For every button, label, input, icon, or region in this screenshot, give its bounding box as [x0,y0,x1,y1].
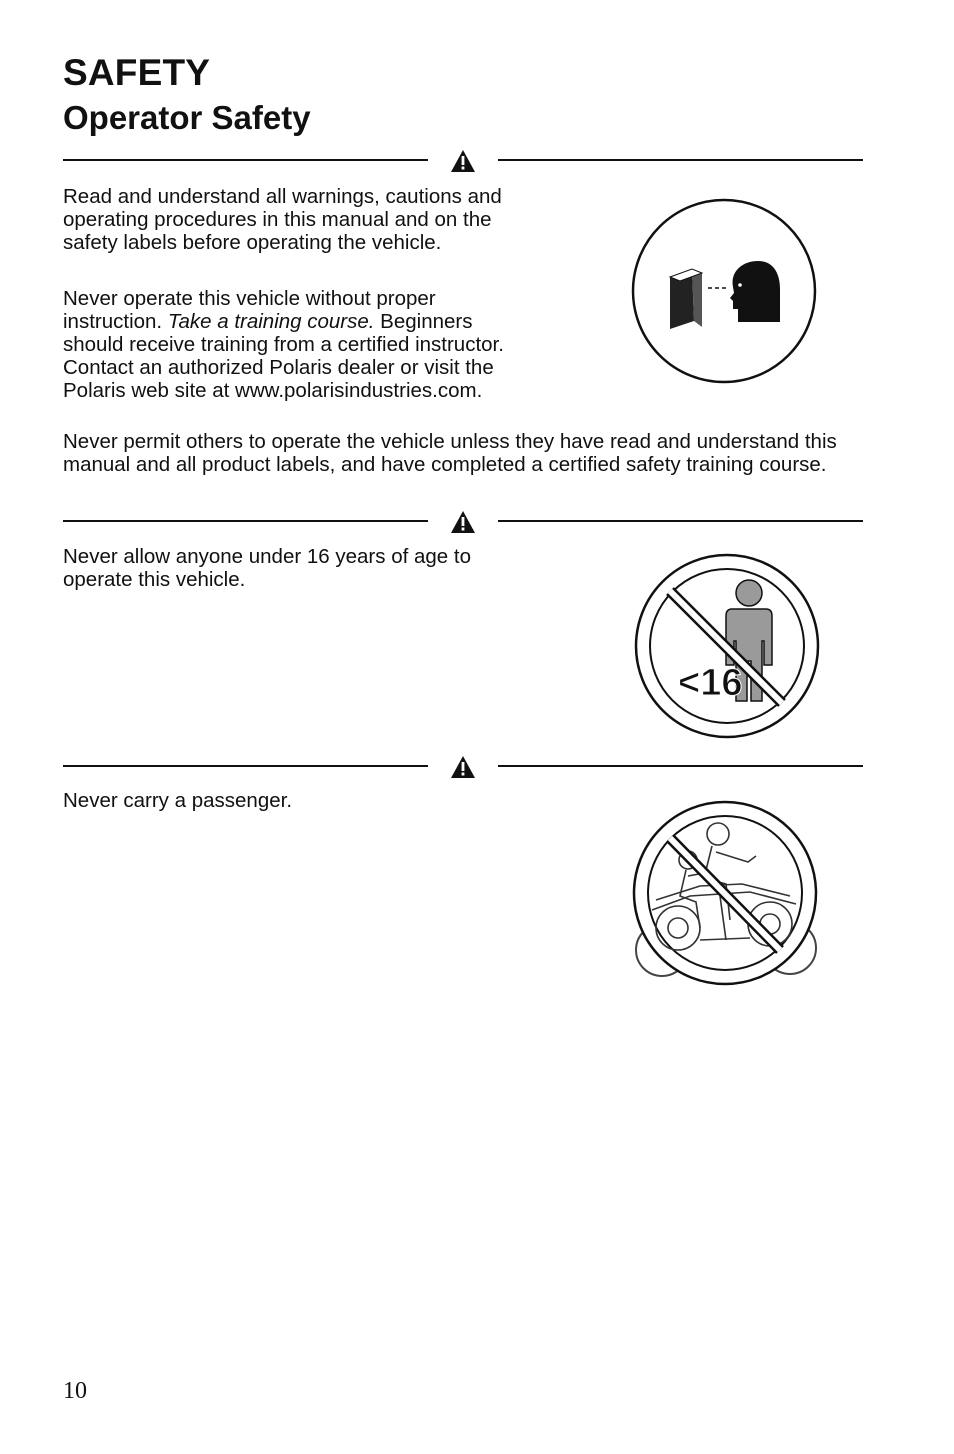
warning-triangle-icon [450,149,476,173]
divider-right [498,159,863,161]
warning-text: Read and understand all warnings, cautions and operating procedures in this manual and on the safety labels before operating the vehicle. [63,185,502,254]
page-title: SAFETY [63,52,211,93]
divider-left [63,765,428,767]
no-under-16-icon [634,553,820,739]
warning-triangle-icon [450,755,476,779]
warning-text: Never allow anyone under 16 years of age to operate this vehicle. [63,545,471,591]
divider-right [498,765,863,767]
warning-triangle-icon [450,510,476,534]
divider-left [63,159,428,161]
warning-text: Never carry a passenger. [63,789,293,812]
read-manual-icon [630,197,818,385]
emphasis-text: Take a training course. [167,310,375,333]
age-limit-label: <16 [678,662,743,704]
page-number: 10 [63,1378,87,1404]
no-passenger-icon [630,800,820,990]
divider-right [498,520,863,522]
warning-text: Never operate this vehicle without proper instruction. Take a training course. Beginners should receive training from a certified instructor. Contact an authorized Polaris dealer or visit the Polaris web site at www.polarisindustries.com. [63,287,504,402]
divider-left [63,520,428,522]
section-title: Operator Safety [63,99,311,136]
warning-text: Never permit others to operate the vehicle unless they have read and understand this manual and all product labels, and have completed a certified safety training course. [63,430,837,476]
